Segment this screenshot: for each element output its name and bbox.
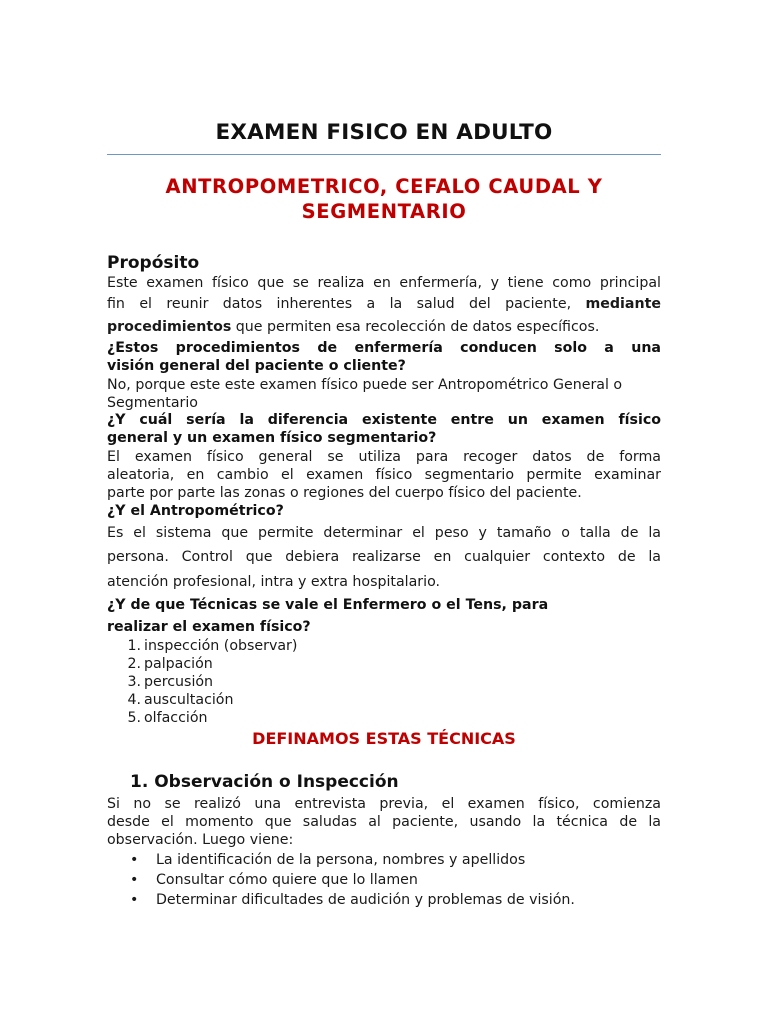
question-1 <box>107 339 661 375</box>
question-4 <box>107 594 661 638</box>
section-1-paragraph <box>107 795 661 849</box>
answer-line: persona. Control que debiera realizarse en cualquier contexto de la <box>107 549 661 565</box>
paragraph-bold-text: procedimientos <box>107 319 232 335</box>
bullet-icon: • <box>130 872 139 888</box>
list-item <box>130 870 575 890</box>
proposito-heading: Propósito <box>107 253 200 273</box>
paragraph-text: fin el reunir datos inherentes a la salud del paciente, <box>107 296 572 312</box>
bullet-icon: • <box>130 852 139 868</box>
list-item-text: olfacción <box>144 710 208 726</box>
document-title: EXAMEN FISICO EN ADULTO <box>215 120 553 145</box>
section-1-heading: 1. Observación o Inspección <box>130 772 399 792</box>
answer-line: Segmentario <box>107 395 198 411</box>
list-number: 4. <box>127 692 141 708</box>
paragraph-line <box>107 316 661 338</box>
list-item <box>107 637 297 655</box>
question-line: ¿Y cuál sería la diferencia existente entre un examen físico <box>107 412 661 428</box>
answer-line: aleatoria, en cambio el examen físico segmentario permite examinar <box>107 467 661 483</box>
list-item-text: percusión <box>144 674 214 690</box>
document-subtitle <box>107 174 661 224</box>
question-line: realizar el examen físico? <box>107 619 311 635</box>
paragraph-line: Este examen físico que se realiza en enfermería, y tiene como principal <box>107 275 661 291</box>
question-line: visión general del paciente o cliente? <box>107 358 406 374</box>
question-line: ¿Y el Antropométrico? <box>107 503 284 519</box>
subtitle-line: SEGMENTARIO <box>301 200 467 223</box>
answer-2 <box>107 448 661 502</box>
define-techniques-heading: DEFINAMOS ESTAS TÉCNICAS <box>252 729 516 748</box>
list-item <box>107 655 297 673</box>
list-item-text: inspección (observar) <box>144 638 298 654</box>
paragraph-line: observación. Luego viene: <box>107 832 294 848</box>
answer-line: Es el sistema que permite determinar el peso y tamaño o talla de la <box>107 525 661 541</box>
list-item-text: Determinar dificultades de audición y problemas de visión. <box>156 892 575 908</box>
list-item <box>130 890 575 910</box>
answer-3 <box>107 521 661 595</box>
question-line: ¿Estos procedimientos de enfermería conducen solo a una <box>107 340 661 356</box>
paragraph-line: desde el momento que saludas al paciente, usando la técnica de la <box>107 814 661 830</box>
paragraph-text: que permiten esa recolección de datos específicos. <box>231 319 600 335</box>
question-line: general y un examen físico segmentario? <box>107 430 437 446</box>
list-number: 1. <box>127 638 141 654</box>
list-item-text: Consultar cómo quiere que lo llamen <box>156 872 418 888</box>
subtitle-line: ANTROPOMETRICO, CEFALO CAUDAL Y <box>165 175 603 198</box>
question-3 <box>107 502 661 520</box>
list-item-text: auscultación <box>144 692 234 708</box>
list-item-text: palpación <box>144 656 213 672</box>
list-item <box>107 709 297 727</box>
question-2 <box>107 411 661 447</box>
list-item <box>107 691 297 709</box>
answer-line: parte por parte las zonas o regiones del cuerpo físico del paciente. <box>107 485 582 501</box>
list-number: 3. <box>127 674 141 690</box>
techniques-list <box>107 637 297 727</box>
list-item <box>107 673 297 691</box>
list-item <box>130 850 575 870</box>
section-1-bullets <box>130 850 575 910</box>
answer-line: atención profesional, intra y extra hospitalario. <box>107 574 441 590</box>
paragraph-line <box>107 292 661 316</box>
list-item-text: La identificación de la persona, nombres y apellidos <box>156 852 526 868</box>
paragraph-bold-text: mediante <box>585 296 661 312</box>
list-number: 2. <box>127 656 141 672</box>
answer-line: El examen físico general se utiliza para recoger datos de forma <box>107 449 661 465</box>
answer-1 <box>107 376 661 412</box>
list-number: 5. <box>127 710 141 726</box>
bullet-icon: • <box>130 892 139 908</box>
answer-line: No, porque este este examen físico puede ser Antropométrico General o <box>107 377 623 393</box>
proposito-paragraph <box>107 274 661 338</box>
paragraph-line: Si no se realizó una entrevista previa, el examen físico, comienza <box>107 796 661 812</box>
question-line: ¿Y de que Técnicas se vale el Enfermero o el Tens, para <box>107 597 549 613</box>
title-rule <box>107 154 661 155</box>
